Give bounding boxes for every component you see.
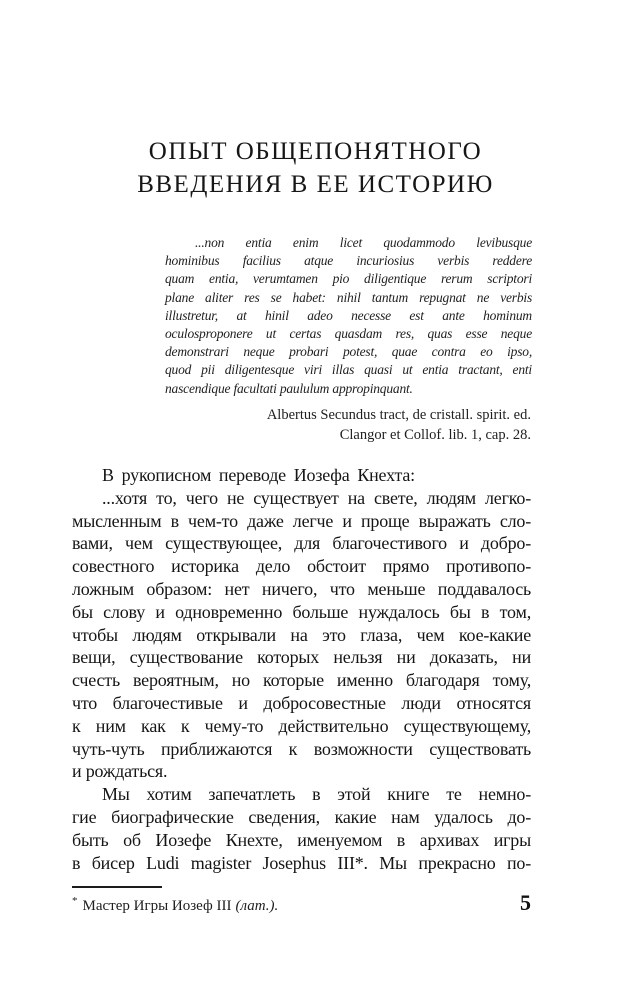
title-line-1: ОПЫТ ОБЩЕПОНЯТНОГО [148, 138, 483, 165]
footnote-divider [72, 886, 162, 888]
text-line: бы слову и одновременно больше нуждалось бы в том, [72, 601, 531, 622]
footnote-marker: * [72, 895, 78, 907]
text-line: чтобы людям открывали на это глаза, чем кое-какие [72, 624, 531, 645]
text-line: гие биографические сведения, какие нам удалось до- [72, 806, 531, 827]
epigraph-line: nascendique facultati paululum appropinquant. [165, 380, 413, 396]
footnote-lang-note: (лат.). [235, 898, 279, 914]
intro-line: В рукописном переводе Иозефа Кнехта: [102, 465, 415, 485]
text-line: что благочестивые и добросовестные люди относятся [72, 692, 531, 713]
body-text [72, 464, 531, 874]
page-title [0, 135, 631, 201]
title-line-2: ВВЕДЕНИЯ В ЕЕ ИСТОРИЮ [137, 171, 494, 198]
text-line: чуть-чуть приближаются к возможности существовать [72, 738, 531, 759]
epigraph-line: quam entia, verumtamen pio diligentique rerum scriptori [165, 271, 532, 287]
epigraph-attribution [72, 406, 531, 445]
epigraph-line: oculosproponere ut certas quasdam res, quas esse neque [165, 326, 532, 342]
text-line: мысленным в чем-то даже легче и проще выражать сло- [72, 510, 531, 531]
epigraph-line: quod pii diligentesque viri illas quasi ut entia tractant, enti [165, 362, 532, 378]
text-line: ложным образом: нет ничего, что меньше поддавалось [72, 578, 531, 599]
attribution-line-2: Clangor et Collof. lib. 1, cap. 28. [339, 426, 531, 443]
text-line: счесть вероятным, но которые именно благодаря тому, [72, 670, 531, 691]
text-line: ...хотя то, чего не существует на свете, людям легко- [102, 487, 531, 508]
text-line: к ним как к чему-то действительно существующему, [72, 715, 531, 736]
attribution-line-1: Albertus Secundus tract, de cristall. spirit. ed. [266, 407, 531, 423]
page-number: 5 [520, 890, 531, 915]
text-line: вещи, существование которых нельзя ни доказать, ни [72, 647, 531, 668]
text-line: Мы хотим запечатлеть в этой книге те немно- [102, 784, 531, 805]
text-line: вами, чем существующее, для благочестивого и добро- [72, 533, 531, 554]
footnote [72, 896, 278, 916]
text-line: быть об Иозефе Кнехте, именуемом в архивах игры [72, 829, 531, 850]
text-line: и рождаться. [72, 761, 168, 782]
epigraph-line: illustretur, at hinil adeo necesse est ante hominum [165, 307, 532, 323]
epigraph-line: ...non entia enim licet quodammodo levibusque [195, 235, 532, 250]
footnote-text: Мастер Игры Иозеф III [82, 898, 232, 914]
epigraph-line: demonstrari neque probari potest, quae contra eo ipso, [165, 344, 532, 360]
epigraph-line: plane aliter res se habet: nihil tantum repugnat ne verbis [165, 289, 532, 305]
text-line: в бисер Ludi magister Josephus III*. Мы прекрасно по- [72, 852, 531, 873]
text-line: совестного историка дело обстоит прямо противопо- [72, 556, 531, 577]
footer-line [72, 890, 531, 916]
epigraph-line: hominibus facilius atque incuriosius verbis reddere [165, 253, 532, 269]
latin-epigraph [165, 234, 532, 398]
